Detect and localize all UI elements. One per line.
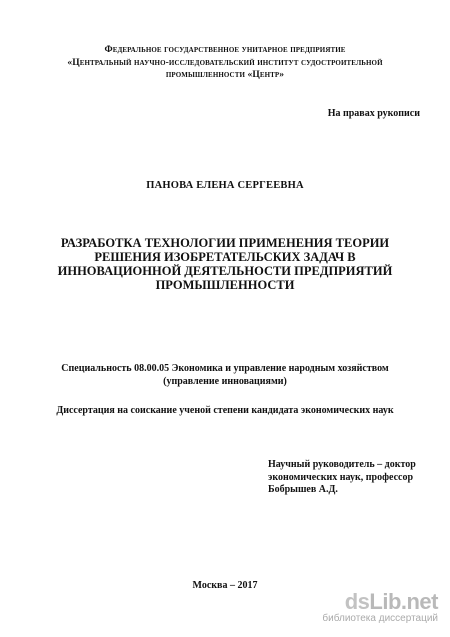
- dslib-subtitle: библиотека диссертаций: [322, 613, 438, 624]
- author-name: ПАНОВА ЕЛЕНА СЕРГЕЕВНА: [146, 180, 304, 191]
- dissertation-title: [0, 236, 450, 292]
- specialty-line-1: Специальность 08.00.05 Экономика и управление народным хозяйством: [61, 363, 389, 374]
- dslib-logo: [345, 589, 438, 615]
- organization-line-2: «Центральный научно-исследовательский институт судостроительной: [67, 57, 383, 68]
- specialty-line-2: (управление инновациями): [163, 376, 287, 387]
- specialty: [0, 362, 450, 388]
- supervisor-line-3: Бобрышев А.Д.: [268, 484, 338, 495]
- organization-line-1: Федеральное государственное унитарное предприятие: [104, 45, 346, 55]
- supervisor-info: [268, 459, 438, 497]
- supervisor-line-2: экономических наук, профессор: [268, 471, 414, 483]
- dslib-logo-prefix: ds: [344, 589, 370, 614]
- title-line-1: РАЗРАБОТКА ТЕХНОЛОГИИ ПРИМЕНЕНИЯ ТЕОРИИ: [60, 236, 390, 250]
- title-line-2: РЕШЕНИЯ ИЗОБРЕТАТЕЛЬСКИХ ЗАДАЧ В: [94, 250, 356, 264]
- organization-header: [0, 44, 450, 82]
- dissertation-note: Диссертация на соискание ученой степени кандидата экономических наук: [56, 405, 394, 416]
- organization-line-3: промышленности «Центр»: [165, 70, 285, 80]
- rights-note: На правах рукописи: [327, 108, 420, 119]
- dslib-logo-suffix: Lib.net: [369, 589, 438, 614]
- dslib-watermark[interactable]: [298, 589, 438, 629]
- supervisor-line-1: Научный руководитель – доктор: [268, 459, 416, 470]
- title-line-4: ПРОМЫШЛЕННОСТИ: [155, 278, 295, 292]
- title-line-3: ИННОВАЦИОННОЙ ДЕЯТЕЛЬНОСТИ ПРЕДПРИЯТИЙ: [57, 264, 393, 278]
- city-year: Москва – 2017: [192, 580, 258, 591]
